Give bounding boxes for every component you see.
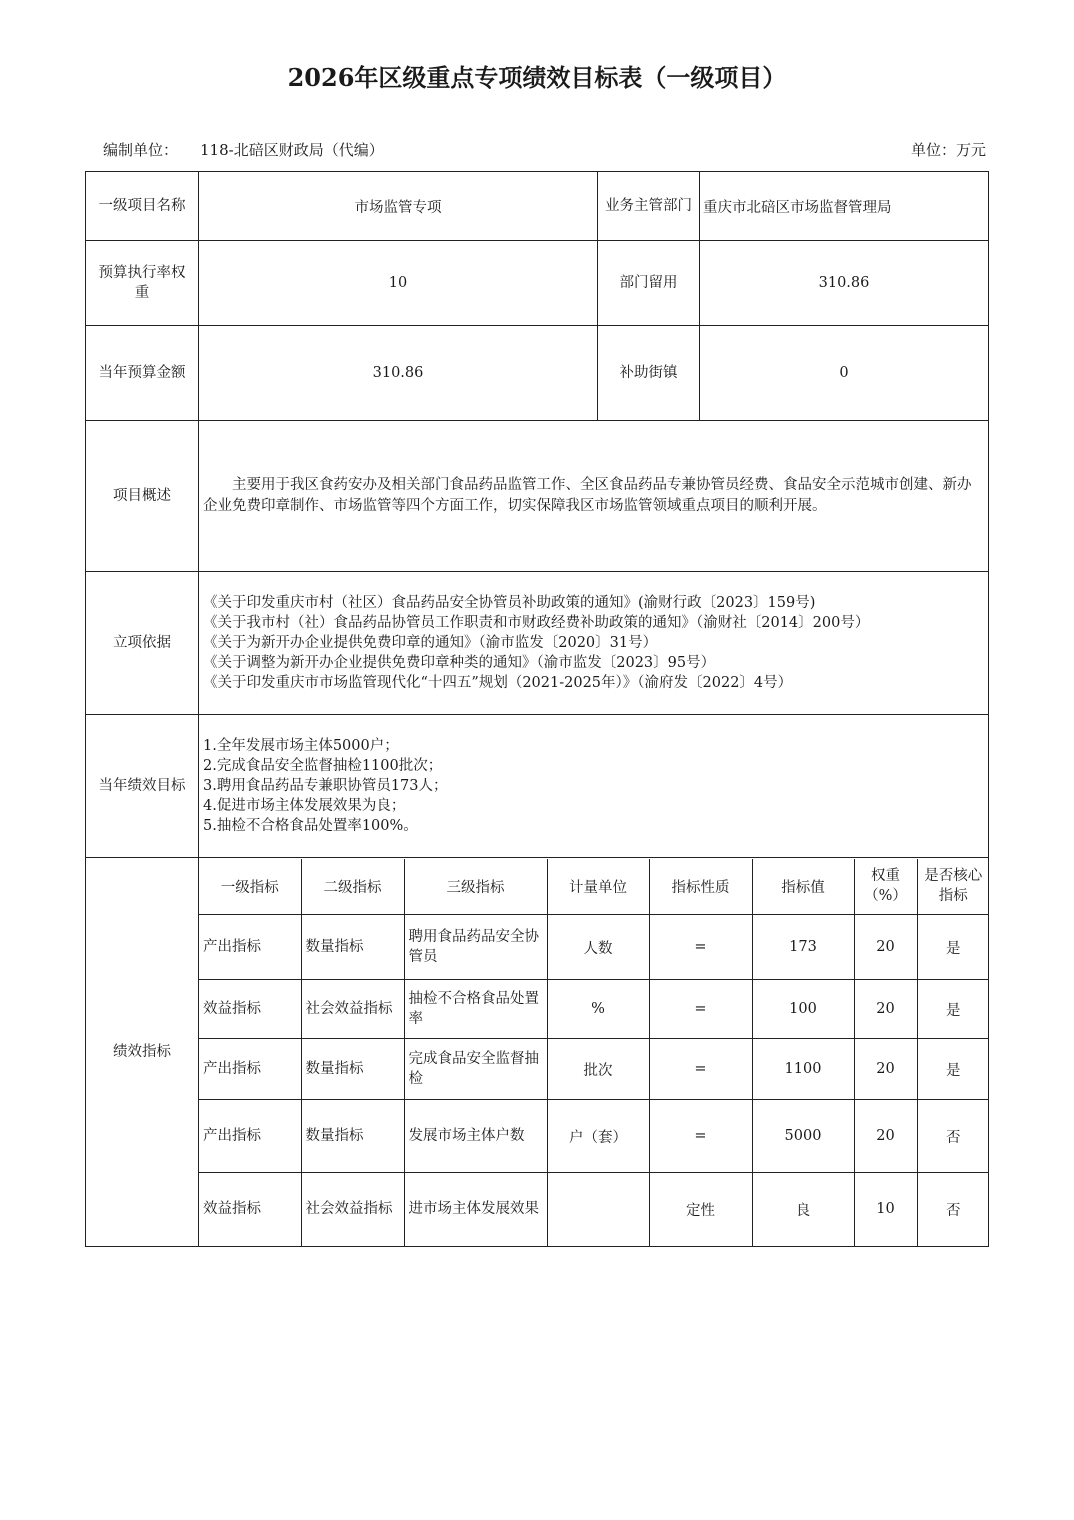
cell-weight: 20 (854, 1039, 917, 1100)
budget-value: 310.86 (199, 326, 598, 421)
cell-value: 良 (752, 1173, 854, 1246)
cell-value: 100 (752, 980, 854, 1039)
basis-item: 《关于我市村（社）食品药品协管员工作职责和市财政经费补助政策的通知》（渝财社〔2014〕200号） (203, 615, 870, 631)
indicators-header-row (199, 859, 989, 915)
cell-level2: 数量指标 (301, 915, 404, 980)
cell-unit: % (547, 980, 649, 1039)
basis-item: 《关于为新开办企业提供免费印章的通知》（渝市监发〔2020〕31号） (203, 635, 658, 651)
row-goals (86, 715, 989, 858)
goal-item: 5.抽检不合格食品处置率100%。 (203, 818, 418, 834)
cell-weight: 20 (854, 915, 917, 980)
cell-nature: = (649, 1100, 752, 1173)
cell-unit: 人数 (547, 915, 649, 980)
cell-nature: 定性 (649, 1173, 752, 1246)
cell-unit: 批次 (547, 1039, 649, 1100)
subsidy-label: 补助街镇 (598, 326, 700, 421)
dept-retained-value: 310.86 (700, 241, 989, 326)
cell-level3: 发展市场主体户数 (404, 1100, 547, 1173)
table-row (199, 1039, 989, 1100)
cell-weight: 10 (854, 1173, 917, 1246)
goal-item: 3.聘用食品药品专兼职协管员173人； (203, 778, 448, 794)
performance-table (85, 171, 989, 1247)
cell-level3: 抽检不合格食品处置率 (404, 980, 547, 1039)
cell-value: 5000 (752, 1100, 854, 1173)
indicators-cell (199, 858, 989, 1247)
cell-level2: 社会效益指标 (301, 1173, 404, 1246)
header-level3: 三级指标 (404, 859, 547, 915)
compiler-label: 编制单位： (103, 141, 179, 159)
basis-item: 《关于调整为新开办企业提供免费印章种类的通知》（渝市监发〔2023〕95号） (203, 655, 716, 671)
row-basis (86, 572, 989, 715)
table-row (199, 1173, 989, 1246)
header-level2: 二级指标 (301, 859, 404, 915)
project-name-value: 市场监管专项 (199, 172, 598, 241)
cell-core: 是 (917, 915, 989, 980)
header-weight: 权重（%） (854, 859, 917, 915)
header-nature: 指标性质 (649, 859, 752, 915)
dept-value: 重庆市北碚区市场监督管理局 (700, 172, 989, 241)
overview-label: 项目概述 (86, 421, 199, 572)
basis-item: 《关于印发重庆市村（社区）食品药品安全协管员补助政策的通知》(渝财行政〔2023〕159号) (203, 595, 816, 611)
row-overview (86, 421, 989, 572)
cell-weight: 20 (854, 1100, 917, 1173)
compiler-info (103, 139, 384, 160)
project-name-label: 一级项目名称 (86, 172, 199, 241)
dept-retained-label: 部门留用 (598, 241, 700, 326)
cell-level1: 效益指标 (199, 1173, 301, 1246)
indicators-label: 绩效指标 (86, 858, 199, 1247)
row-exec-rate (86, 241, 989, 326)
cell-level2: 社会效益指标 (301, 980, 404, 1039)
exec-rate-value: 10 (199, 241, 598, 326)
cell-unit (547, 1173, 649, 1246)
cell-value: 173 (752, 915, 854, 980)
goals-list (199, 715, 989, 858)
goal-item: 4.促进市场主体发展效果为良； (203, 798, 406, 814)
indicators-table (199, 859, 989, 1246)
basis-label: 立项依据 (86, 572, 199, 715)
cell-value: 1100 (752, 1039, 854, 1100)
header-value: 指标值 (752, 859, 854, 915)
header-unit: 计量单位 (547, 859, 649, 915)
cell-level3: 进市场主体发展效果 (404, 1173, 547, 1246)
row-project-name (86, 172, 989, 241)
overview-value: 主要用于我区食药安办及相关部门食品药品监管工作、全区食品药品专兼协管员经费、食品安全示范城市创建、新办企业免费印章制作、市场监管等四个方面工作，切实保障我区市场监管领域重点项目的顺利开展。 (199, 421, 989, 572)
cell-nature: = (649, 1039, 752, 1100)
cell-level2: 数量指标 (301, 1039, 404, 1100)
basis-item: 《关于印发重庆市市场监管现代化“十四五”规划（2021-2025年）》（渝府发〔2022〕4号） (203, 675, 793, 691)
cell-core: 是 (917, 1039, 989, 1100)
goal-item: 1.全年发展市场主体5000户； (203, 738, 399, 754)
table-row (199, 1100, 989, 1173)
cell-nature: = (649, 980, 752, 1039)
basis-list (199, 572, 989, 715)
budget-label: 当年预算金额 (86, 326, 199, 421)
cell-core: 否 (917, 1173, 989, 1246)
table-row (199, 980, 989, 1039)
goal-item: 2.完成食品安全监督抽检1100批次； (203, 758, 443, 774)
cell-unit: 户（套） (547, 1100, 649, 1173)
cell-core: 否 (917, 1100, 989, 1173)
cell-level3: 完成食品安全监督抽检 (404, 1039, 547, 1100)
goals-label: 当年绩效目标 (86, 715, 199, 858)
table-row (199, 915, 989, 980)
cell-core: 是 (917, 980, 989, 1039)
exec-rate-label: 预算执行率权重 (86, 241, 199, 326)
cell-level1: 产出指标 (199, 1100, 301, 1173)
cell-level1: 效益指标 (199, 980, 301, 1039)
cell-level1: 产出指标 (199, 1039, 301, 1100)
compiler-value: 118-北碚区财政局（代编） (200, 141, 384, 159)
unit-label: 单位：万元 (910, 141, 986, 159)
header-level1: 一级指标 (199, 859, 301, 915)
dept-label: 业务主管部门 (598, 172, 700, 241)
header-core: 是否核心指标 (917, 859, 989, 915)
cell-weight: 20 (854, 980, 917, 1039)
cell-level3: 聘用食品药品安全协管员 (404, 915, 547, 980)
cell-level2: 数量指标 (301, 1100, 404, 1173)
page-title: 2026年区级重点专项绩效目标表（一级项目） (287, 63, 787, 92)
subsidy-value: 0 (700, 326, 989, 421)
row-indicators (86, 858, 989, 1247)
row-budget (86, 326, 989, 421)
cell-level1: 产出指标 (199, 915, 301, 980)
cell-nature: = (649, 915, 752, 980)
